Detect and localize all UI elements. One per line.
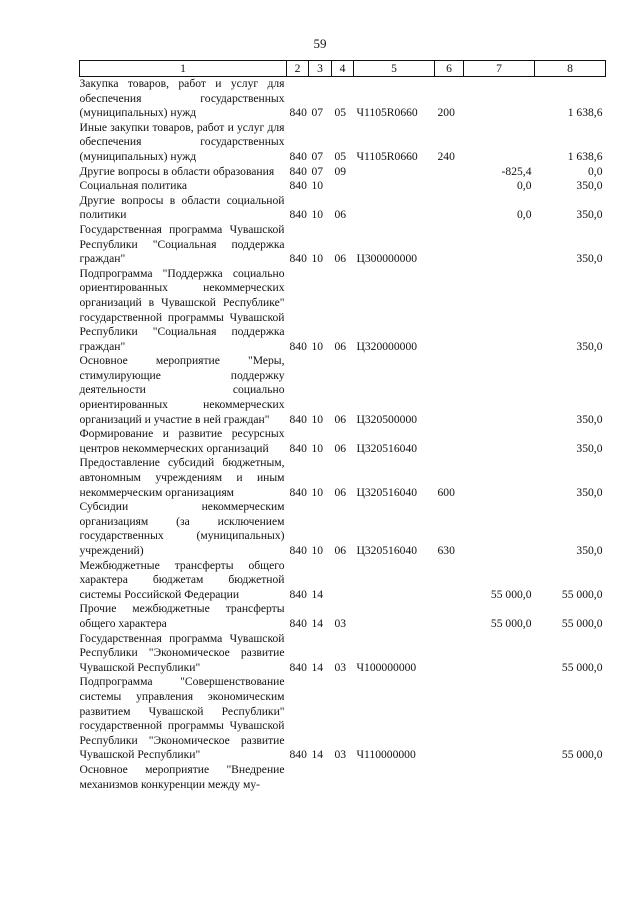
table-row — [80, 179, 606, 194]
row-name-cell: Формирование и развитие ресурсных центров некоммерческих организаций — [79, 427, 285, 455]
table-row — [80, 77, 606, 121]
column-header: 3 — [309, 61, 332, 77]
table-row — [80, 427, 606, 456]
subsection-code-cell: 03 — [334, 616, 347, 630]
subsection-code-cell: 06 — [334, 412, 347, 426]
section-code-cell: 07 — [311, 106, 324, 120]
row-name-cell: Основное мероприятие "Внедрение механизмов конкуренции между му- — [79, 762, 285, 791]
change-amount-cell: -825,4 — [501, 164, 532, 178]
change-amount-cell: 0,0 — [517, 208, 532, 222]
section-code-cell: 10 — [311, 485, 324, 499]
total-amount-cell: 350,0 — [576, 339, 603, 353]
ministry-code-cell: 840 — [289, 441, 307, 455]
table-row — [80, 500, 606, 558]
table-row — [80, 194, 606, 223]
expense-type-cell: 200 — [437, 106, 455, 120]
expense-type-cell: 240 — [437, 149, 455, 163]
target-article-cell: Ц320516040 — [356, 544, 418, 557]
total-amount-cell: 350,0 — [576, 179, 603, 193]
subsection-code-cell: 03 — [334, 748, 347, 762]
change-amount-cell: 55 000,0 — [490, 587, 532, 601]
section-code-cell: 14 — [311, 616, 324, 630]
total-amount-cell: 55 000,0 — [561, 616, 603, 630]
expense-type-cell — [435, 602, 464, 631]
expense-type-cell — [435, 267, 464, 355]
subsection-code-cell: 05 — [334, 149, 347, 163]
target-article-cell — [354, 559, 435, 603]
ministry-code-cell: 840 — [289, 149, 307, 163]
section-code-cell — [309, 763, 332, 792]
expense-type-cell — [435, 632, 464, 676]
section-code-cell: 10 — [311, 179, 324, 193]
expense-type-cell — [435, 763, 464, 792]
target-article-cell: Ч110000000 — [356, 748, 416, 762]
target-article-cell — [354, 763, 435, 792]
ministry-code-cell: 840 — [289, 106, 307, 120]
change-amount-cell: 0,0 — [517, 179, 532, 193]
expense-type-cell — [435, 179, 464, 194]
ministry-code-cell: 840 — [289, 660, 307, 674]
column-header: 6 — [435, 61, 464, 77]
table-row — [80, 165, 606, 180]
change-amount-cell — [464, 223, 535, 267]
target-article-cell: Ц320500000 — [356, 412, 418, 426]
row-name-cell: Подпрограмма "Совершенствование системы управления экономическим развитием Чувашской Республики" государственной программы Чувашской Республики "Экономическое развитие Чувашской Республики" — [79, 675, 285, 762]
ministry-code-cell: 840 — [289, 179, 307, 193]
subsection-code-cell: 05 — [334, 106, 347, 120]
change-amount-cell — [464, 456, 535, 500]
ministry-code-cell: 840 — [289, 208, 307, 222]
total-amount-cell: 55 000,0 — [561, 748, 603, 762]
subsection-code-cell: 09 — [334, 164, 347, 178]
expense-type-cell — [435, 675, 464, 763]
target-article-cell: Ц320516040 — [356, 485, 418, 499]
section-code-cell: 10 — [311, 208, 324, 222]
expense-type-cell — [435, 194, 464, 223]
total-amount-cell: 1 638,6 — [567, 106, 603, 120]
expense-type-cell: 630 — [437, 544, 455, 557]
target-article-cell: Ч1105R0660 — [356, 149, 418, 163]
total-amount-cell: 55 000,0 — [561, 587, 603, 601]
column-header: 8 — [535, 61, 606, 77]
subsection-code-cell: 03 — [334, 660, 347, 674]
expense-type-cell: 600 — [437, 485, 455, 499]
total-amount-cell: 350,0 — [576, 252, 603, 266]
subsection-code-cell: 06 — [334, 252, 347, 266]
table-row — [80, 121, 606, 165]
table-row — [80, 456, 606, 500]
table-body — [80, 77, 606, 793]
change-amount-cell — [464, 267, 535, 355]
column-header: 4 — [332, 61, 354, 77]
row-name-cell: Предоставление субсидий бюджетным, автономным учреждениям и иным некоммерческим организациям — [79, 456, 285, 499]
total-amount-cell: 0,0 — [588, 164, 603, 178]
section-code-cell: 07 — [311, 149, 324, 163]
table-row — [80, 267, 606, 355]
ministry-code-cell: 840 — [289, 748, 307, 762]
row-name-cell: Государственная программа Чувашской Республики "Экономическое развитие Чувашской Республики" — [79, 631, 285, 674]
ministry-code-cell: 840 — [289, 544, 307, 557]
change-amount-cell — [464, 763, 535, 792]
section-code-cell: 10 — [311, 412, 324, 426]
page-number: 59 — [313, 36, 327, 51]
ministry-code-cell: 840 — [289, 485, 307, 499]
column-header: 2 — [287, 61, 309, 77]
column-header: 1 — [80, 61, 287, 77]
change-amount-cell — [464, 675, 535, 763]
row-name-cell: Социальная политика — [79, 179, 188, 193]
ministry-code-cell: 840 — [289, 587, 307, 601]
ministry-code-cell: 840 — [289, 252, 307, 266]
table-row — [80, 602, 606, 631]
row-name-cell: Прочие межбюджетные трансферты общего характера — [79, 602, 285, 630]
row-name-cell: Подпрограмма "Поддержка социально ориентированных некоммерческих организаций в Чувашской Республике" государственной программы Чувашской Республики "Социальная поддержка граждан" — [79, 266, 285, 353]
section-code-cell: 14 — [311, 748, 324, 762]
row-name-cell: Закупка товаров, работ и услуг для обеспечения государственных (муниципальных) нужд — [79, 77, 285, 120]
row-name-cell: Межбюджетные трансферты общего характера бюджетам бюджетной системы Российской Федерации — [79, 558, 285, 601]
change-amount-cell — [464, 354, 535, 427]
ministry-code-cell: 840 — [289, 616, 307, 630]
target-article-cell: Ц320516040 — [356, 441, 418, 455]
target-article-cell: Ц320000000 — [356, 339, 418, 353]
ministry-code-cell — [287, 763, 309, 792]
ministry-code-cell: 840 — [289, 164, 307, 178]
target-article-cell — [354, 165, 435, 180]
target-article-cell — [354, 179, 435, 194]
subsection-code-cell — [332, 179, 354, 194]
change-amount-cell — [464, 632, 535, 676]
subsection-code-cell: 06 — [334, 339, 347, 353]
change-amount-cell: 55 000,0 — [490, 616, 532, 630]
column-header: 5 — [354, 61, 435, 77]
target-article-cell: Ц300000000 — [356, 252, 418, 266]
change-amount-cell — [464, 500, 535, 558]
row-name-cell: Другие вопросы в области социальной политики — [79, 193, 285, 222]
total-amount-cell: 1 638,6 — [567, 149, 603, 163]
section-code-cell: 14 — [311, 587, 324, 601]
ministry-code-cell: 840 — [289, 412, 307, 426]
row-name-cell: Иные закупки товаров, работ и услуг для обеспечения государственных (муниципальных) нужд — [79, 120, 285, 163]
expense-type-cell — [435, 559, 464, 603]
total-amount-cell: 55 000,0 — [561, 660, 603, 674]
subsection-code-cell — [332, 559, 354, 603]
section-code-cell: 10 — [311, 441, 324, 455]
table-row — [80, 559, 606, 603]
table-row — [80, 675, 606, 763]
total-amount-cell — [535, 763, 606, 792]
table-row — [80, 632, 606, 676]
expense-type-cell — [435, 165, 464, 180]
row-name-cell: Субсидии некоммерческим организациям (за исключением государственных (муниципальных) учреждений) — [79, 500, 285, 557]
subsection-code-cell: 06 — [334, 544, 347, 557]
total-amount-cell: 350,0 — [576, 441, 603, 455]
table-row — [80, 354, 606, 427]
subsection-code-cell: 06 — [334, 441, 347, 455]
target-article-cell: Ч1105R0660 — [356, 106, 418, 120]
total-amount-cell: 350,0 — [576, 208, 603, 222]
change-amount-cell — [464, 121, 535, 165]
subsection-code-cell: 06 — [334, 208, 347, 222]
change-amount-cell — [464, 77, 535, 121]
section-code-cell: 10 — [311, 544, 324, 557]
expense-type-cell — [435, 354, 464, 427]
row-name-cell: Государственная программа Чувашской Республики "Социальная поддержка граждан" — [79, 222, 285, 266]
column-header: 7 — [464, 61, 535, 77]
table-header-row — [80, 61, 606, 77]
target-article-cell — [354, 602, 435, 631]
table-row — [80, 223, 606, 267]
expense-type-cell — [435, 427, 464, 456]
total-amount-cell: 350,0 — [576, 412, 603, 426]
target-article-cell — [354, 194, 435, 223]
section-code-cell: 10 — [311, 252, 324, 266]
expense-type-cell — [435, 223, 464, 267]
section-code-cell: 14 — [311, 660, 324, 674]
ministry-code-cell: 840 — [289, 339, 307, 353]
budget-table — [79, 60, 606, 792]
total-amount-cell: 350,0 — [576, 544, 603, 557]
row-name-cell: Основное мероприятие "Меры, стимулирующие поддержку деятельности социально ориентированных некоммерческих организаций и участие в ней граждан" — [79, 354, 285, 426]
change-amount-cell — [464, 427, 535, 456]
subsection-code-cell — [332, 763, 354, 792]
target-article-cell: Ч100000000 — [356, 660, 417, 674]
table-row — [80, 763, 606, 792]
row-name-cell: Другие вопросы в области образования — [79, 164, 275, 178]
section-code-cell: 07 — [311, 164, 324, 178]
section-code-cell: 10 — [311, 339, 324, 353]
subsection-code-cell: 06 — [334, 485, 347, 499]
total-amount-cell: 350,0 — [576, 485, 603, 499]
